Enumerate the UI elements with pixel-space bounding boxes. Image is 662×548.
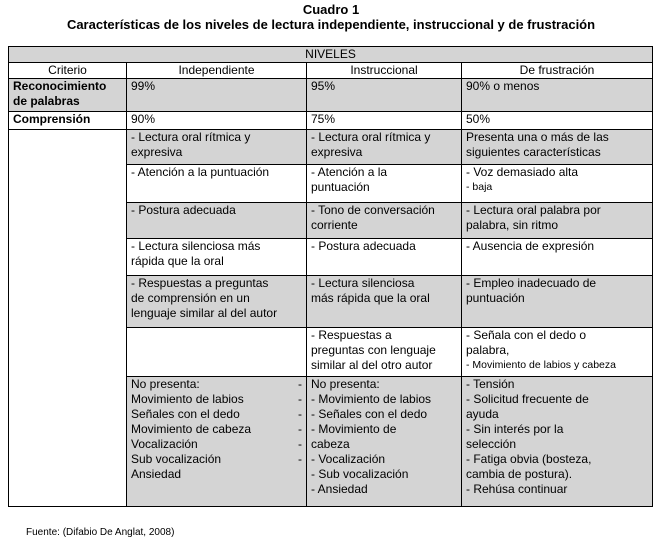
table-caption-number: Cuadro 1 xyxy=(302,2,360,17)
cell-reconocimiento-frustracion: 90% o menos xyxy=(462,79,653,112)
no-presenta-item: Movimiento de labios - xyxy=(131,392,302,406)
cell-comprension-instruccional: 75% xyxy=(307,112,462,130)
reading-levels-table xyxy=(8,46,653,507)
criterio-empty-cell xyxy=(9,130,127,507)
cell-r3-frustracion: - Lectura oral palabra por palabra, sin ritmo xyxy=(462,203,653,239)
column-header-row xyxy=(9,63,653,79)
cell-r6-independiente-empty xyxy=(127,328,307,377)
table-row-comprension xyxy=(9,112,653,130)
cell-r3-instruccional: - Tono de conversación corriente xyxy=(307,203,462,239)
cell-r7-instruccional: No presenta: - Movimiento de labios - Señales con el dedo - Movimiento de cabeza - Vocalización - Sub vocalización - Ansiedad xyxy=(307,377,462,507)
cell-r3-independiente: - Postura adecuada xyxy=(127,203,307,239)
cell-r5-independiente: - Respuestas a preguntas de comprensión en un lenguaje similar al del autor xyxy=(127,276,307,328)
cell-r4-independiente: - Lectura silenciosa más rápida que la oral xyxy=(127,239,307,276)
table-caption-title: Características de los niveles de lectura independiente, instruccional y de frustración xyxy=(66,17,596,32)
no-presenta-item: Señales con el dedo - xyxy=(131,407,302,421)
criterio-comprension: Comprensión xyxy=(9,112,127,130)
cell-r5-instruccional: - Lectura silenciosa más rápida que la oral xyxy=(307,276,462,328)
no-presenta-row: No presenta: - xyxy=(131,377,302,391)
no-presenta-item: Movimiento de cabeza - xyxy=(131,422,302,436)
cell-r6-instruccional: - Respuestas a preguntas con lenguaje similar al del otro autor xyxy=(307,328,462,377)
cell-r1-instruccional: - Lectura oral rítmica y expresiva xyxy=(307,130,462,165)
no-presenta-item: Vocalización - xyxy=(131,437,302,451)
cell-r1-independiente: - Lectura oral rítmica y expresiva xyxy=(127,130,307,165)
header-criterio: Criterio xyxy=(9,63,127,79)
cell-reconocimiento-instruccional: 95% xyxy=(307,79,462,112)
no-presenta-item: Sub vocalización - xyxy=(131,452,302,466)
cell-r5-frustracion: - Empleo inadecuado de puntuación xyxy=(462,276,653,328)
table-row-reconocimiento xyxy=(9,79,653,112)
header-frustracion: De frustración xyxy=(462,63,653,79)
cell-r7-frustracion: - Tensión - Solicitud frecuente de ayuda - Sin interés por la selección - Fatiga obvia (bosteza, cambia de postura). - Rehúsa continuar xyxy=(462,377,653,507)
cell-r4-frustracion: - Ausencia de expresión xyxy=(462,239,653,276)
cell-comprension-independiente: 90% xyxy=(127,112,307,130)
header-instruccional: Instruccional xyxy=(307,63,462,79)
criterio-reconocimiento: Reconocimiento de palabras xyxy=(9,79,127,112)
table-row xyxy=(9,130,653,165)
source-footnote: Fuente: (Difabio De Anglat, 2008) xyxy=(26,527,175,538)
cell-r2-independiente: - Atención a la puntuación xyxy=(127,165,307,203)
cell-r2-frustracion: - Voz demasiado alta - baja xyxy=(462,165,653,203)
cell-r1-frustracion: Presenta una o más de las siguientes características xyxy=(462,130,653,165)
cell-r7-independiente xyxy=(127,377,307,507)
cell-comprension-frustracion: 50% xyxy=(462,112,653,130)
no-presenta-item: Ansiedad xyxy=(131,467,182,481)
niveles-header: NIVELES xyxy=(9,47,653,63)
cell-r4-instruccional: - Postura adecuada xyxy=(307,239,462,276)
cell-reconocimiento-independiente: 99% xyxy=(127,79,307,112)
niveles-row xyxy=(9,47,653,63)
cell-r6-frustracion: - Señala con el dedo o palabra, - Movimiento de labios y cabeza xyxy=(462,328,653,377)
header-independiente: Independiente xyxy=(127,63,307,79)
cell-r2-instruccional: - Atención a la puntuación xyxy=(307,165,462,203)
